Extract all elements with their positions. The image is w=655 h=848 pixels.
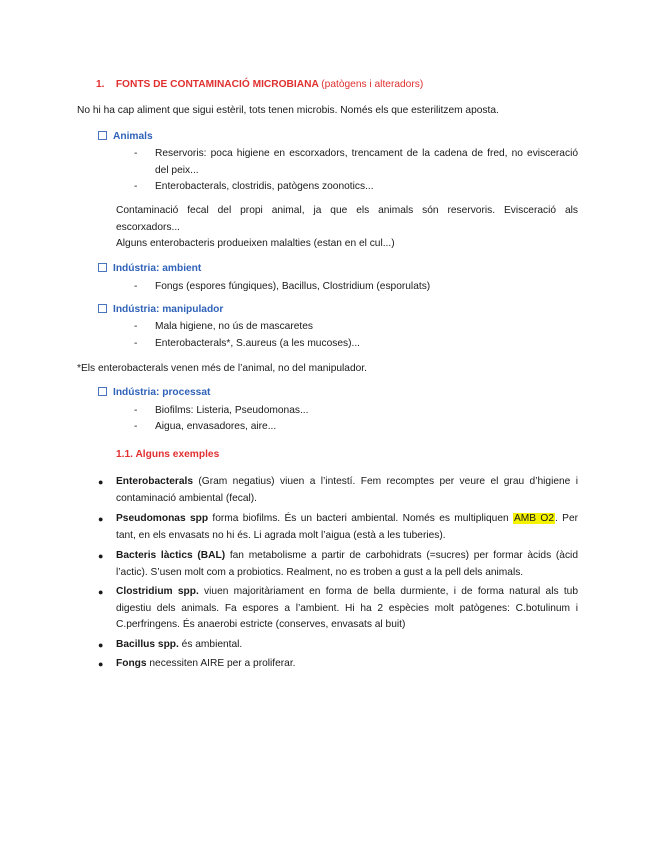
dash-icon: - bbox=[134, 338, 138, 349]
dash-icon: - bbox=[134, 405, 138, 416]
example-enterobacterals-line-2: contaminació ambiental (fecal). bbox=[116, 493, 257, 504]
intro-text: No hi ha cap aliment que sigui estèril, tots tenen microbis. Només els que esterilitzem aposta. bbox=[77, 105, 499, 116]
subsection-ambient bbox=[98, 263, 201, 274]
example-pseudomonas-line-2: tant, en els envasats no hi és. Li agrada molt l’aigua (està a les tuberies). bbox=[116, 530, 446, 541]
example-bal-line-2: l’actic). S’usen molt com a probiotics. Realment, no es troben a gust a la pell dels animals. bbox=[116, 567, 524, 578]
bullet-icon: ● bbox=[98, 551, 104, 561]
heading-number: 1. bbox=[96, 79, 105, 90]
dash-icon: - bbox=[134, 321, 138, 332]
checkbox-icon bbox=[98, 304, 107, 313]
bullet-icon: ● bbox=[98, 640, 104, 650]
ambient-label: Indústria: ambient bbox=[113, 263, 202, 274]
processat-label: Indústria: processat bbox=[113, 387, 211, 398]
animals-item-1-line-2: del peix... bbox=[155, 165, 199, 176]
checkbox-icon bbox=[98, 263, 107, 272]
highlighted-text: AMB O2 bbox=[513, 513, 554, 524]
manipulador-item-2: Enterobacterals*, S.aureus (a les mucoses)... bbox=[155, 338, 360, 349]
heading-subtitle: (patògens i alteradors) bbox=[321, 79, 424, 90]
checkbox-icon bbox=[98, 131, 107, 140]
animals-item-2: Enterobacterals, clostridis, patògens zoonotics... bbox=[155, 181, 374, 192]
dash-icon: - bbox=[134, 148, 138, 159]
manipulador-item-1: Mala higiene, no ús de mascaretes bbox=[155, 321, 313, 332]
bullet-icon: ● bbox=[98, 514, 104, 524]
animals-item-1-line-1: Reservoris: poca higiene en escorxadors, trencament de la cadena de fred, no evisceració bbox=[155, 148, 578, 159]
example-clostridium-line-1: Clostridium spp. viuen majoritàriament en forma de bella durmiente, i de forma natural als tub bbox=[116, 586, 578, 597]
subsection-processat bbox=[98, 387, 210, 398]
animals-paragraph-line-2: escorxadors... bbox=[116, 222, 180, 233]
footnote-text: *Els enterobacterals venen més de l’animal, no del manipulador. bbox=[77, 363, 367, 374]
example-fongs: Fongs necessiten AIRE per a proliferar. bbox=[116, 658, 296, 669]
bullet-icon: ● bbox=[98, 587, 104, 597]
example-bal-line-1: Bacteris làctics (BAL) fan metabolisme a partir de carbohidrats (=sucres) per formar àcids (àcid bbox=[116, 550, 578, 561]
animals-paragraph-line-3: Alguns enterobacteris produeixen malalties (estan en el cul...) bbox=[116, 238, 395, 249]
processat-item-2: Aigua, envasadores, aire... bbox=[155, 421, 277, 432]
bullet-icon: ● bbox=[98, 659, 104, 669]
dash-icon: - bbox=[134, 421, 138, 432]
example-bacillus: Bacillus spp. és ambiental. bbox=[116, 639, 243, 650]
subsection-manipulador bbox=[98, 304, 223, 315]
processat-item-1: Biofilms: Listeria, Pseudomonas... bbox=[155, 405, 309, 416]
dash-icon: - bbox=[134, 281, 138, 292]
subsection-animals bbox=[98, 131, 153, 142]
example-clostridium-line-3: C.perfringens. És anaerobi estricte (conserves, envasats al buit) bbox=[116, 619, 406, 630]
dash-icon: - bbox=[134, 181, 138, 192]
example-enterobacterals-line-1: Enterobacterals (Gram negatius) viuen a l’intestí. Fem recomptes per veure el grau d’higiene i bbox=[116, 476, 578, 487]
example-pseudomonas-line-1: Pseudomonas spp forma biofilms. És un bacteri ambiental. Només es multipliquen AMB O2. Per bbox=[116, 513, 578, 524]
example-clostridium-line-2: digestiu dels animals. Fa espores a l’ambient. Hi ha 2 espècies molt patògenes: C.botulinum i bbox=[116, 603, 578, 614]
section-heading bbox=[96, 79, 423, 90]
checkbox-icon bbox=[98, 387, 107, 396]
ambient-item-1: Fongs (espores fúngiques), Bacillus, Clostridium (esporulats) bbox=[155, 281, 431, 292]
manipulador-label: Indústria: manipulador bbox=[113, 304, 224, 315]
heading-title: FONTS DE CONTAMINACIÓ MICROBIANA bbox=[115, 79, 319, 90]
animals-label: Animals bbox=[113, 131, 153, 142]
bullet-icon: ● bbox=[98, 477, 104, 487]
examples-heading: 1.1. Alguns exemples bbox=[116, 449, 220, 460]
animals-paragraph-line-1: Contaminació fecal del propi animal, ja que els animals són reservoris. Evisceració als bbox=[116, 205, 578, 216]
